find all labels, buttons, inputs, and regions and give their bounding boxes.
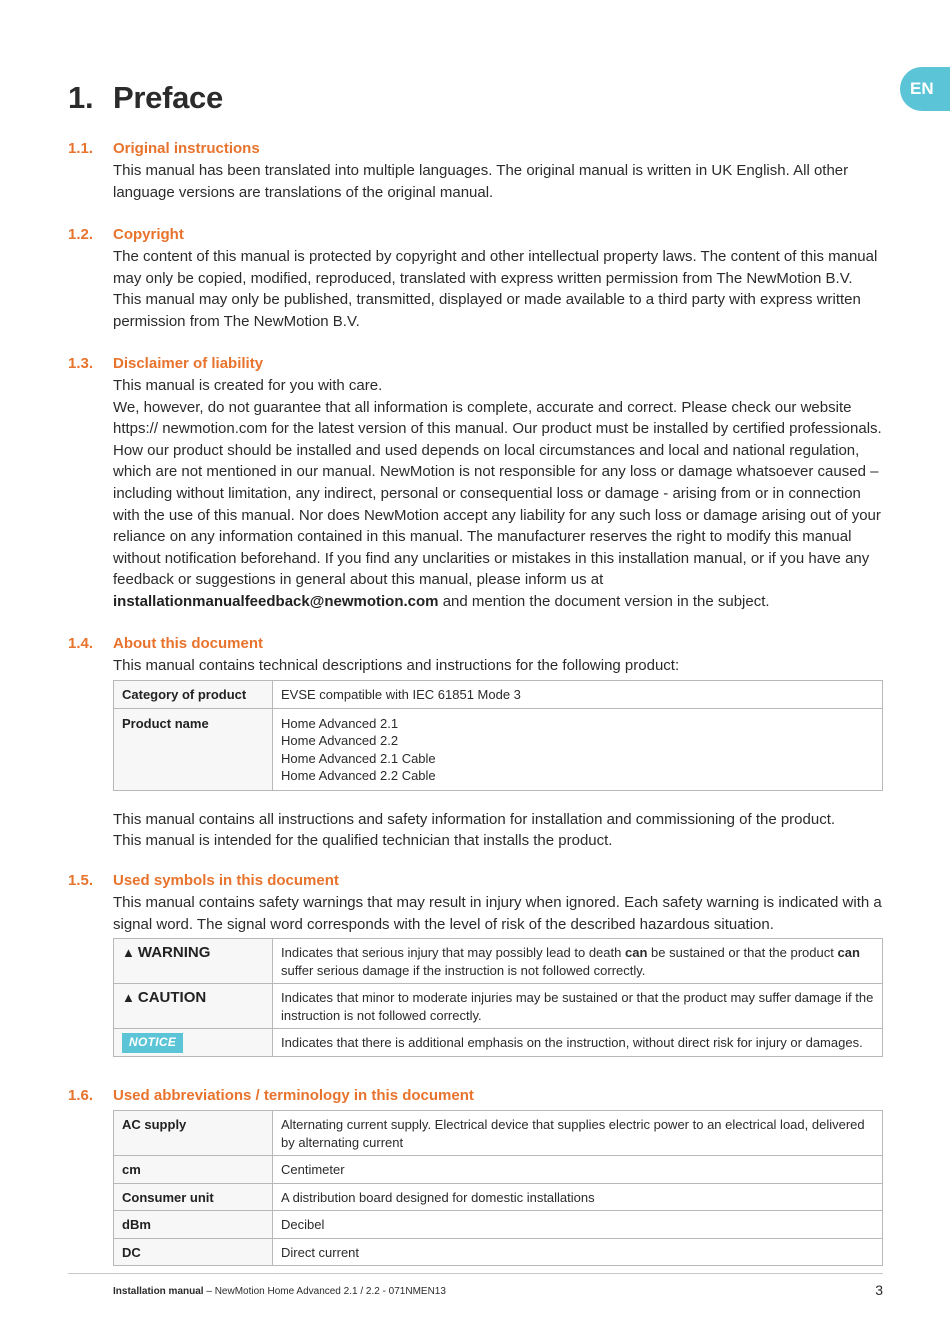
chapter-title-text: Preface [113, 80, 223, 115]
disclaimer-end: and mention the document version in the subject. [442, 592, 770, 610]
disclaimer-text [113, 397, 883, 613]
term: dBm [114, 1211, 273, 1239]
symbols-table [113, 938, 883, 1057]
about-after-2: This manual is intended for the qualified technician that installs the product. [113, 832, 613, 850]
chapter-number: 1. [68, 80, 94, 115]
section-title: Used symbols in this document [113, 872, 339, 889]
warning-triangle-icon: ▲ [122, 990, 135, 1005]
definition: Alternating current supply. Electrical device that supplies electric power to an electrical load, delivered by alternating current [273, 1111, 883, 1156]
section-title: Original instructions [113, 140, 260, 157]
chapter-title [68, 80, 223, 116]
warning-signal [114, 939, 273, 984]
table-key: Category of product [114, 681, 273, 709]
abbreviations-table [113, 1110, 883, 1266]
product-name-item: Home Advanced 2.2 Cable [281, 768, 436, 783]
section-number: 1.6. [68, 1087, 94, 1104]
disclaimer-intro: This manual is created for you with care. [113, 377, 383, 394]
footer-manual-label: Installation manual [113, 1286, 204, 1297]
notice-description: Indicates that there is additional emphasis on the instruction, without direct risk for injury or damages. [273, 1029, 883, 1057]
product-table [113, 680, 883, 791]
warning-triangle-icon: ▲ [122, 945, 135, 960]
warning-text-3: suffer serious damage if the instruction is not followed correctly. [281, 962, 646, 978]
product-name-item: Home Advanced 2.2 [281, 733, 399, 748]
caution-signal [114, 984, 273, 1029]
section-text: This manual has been translated into multiple languages. The original manual is written in UK English. All other language versions are translations of the original manual. [113, 162, 849, 201]
table-value: EVSE compatible with IEC 61851 Mode 3 [273, 681, 883, 709]
table-row [114, 984, 883, 1029]
about-after-1: This manual contains all instructions and safety information for installation and commissioning of the product. [113, 810, 836, 828]
term: DC [114, 1238, 273, 1266]
warning-emphasis-1: can [624, 945, 648, 960]
table-row [114, 1183, 883, 1211]
footer-divider [68, 1273, 883, 1274]
table-value [273, 708, 883, 790]
warning-text-1: Indicates that serious injury that may possibly lead to death [281, 945, 622, 960]
term: cm [114, 1156, 273, 1184]
section-disclaimer [68, 353, 883, 613]
table-row [114, 1211, 883, 1239]
notice-badge: NOTICE [122, 1033, 183, 1053]
warning-text-2: be sustained or that the product [651, 945, 834, 960]
caution-description: Indicates that minor to moderate injuries may be sustained or that the product may suffer damage if the instruction is not followed correctly. [273, 984, 883, 1029]
table-row [114, 1238, 883, 1266]
section-title: Disclaimer of liability [113, 355, 264, 372]
definition: Decibel [273, 1211, 883, 1239]
term: Consumer unit [114, 1183, 273, 1211]
section-title: Copyright [113, 226, 184, 243]
section-number: 1.5. [68, 872, 94, 889]
section-title: Used abbreviations / terminology in this document [113, 1087, 474, 1104]
product-name-item: Home Advanced 2.1 Cable [281, 750, 436, 766]
section-title: About this document [113, 635, 263, 652]
section-about-document [68, 633, 883, 852]
warning-emphasis-2: can [837, 945, 860, 960]
definition: Direct current [273, 1238, 883, 1266]
product-name-item: Home Advanced 2.1 [281, 715, 399, 731]
term: AC supply [114, 1111, 273, 1156]
disclaimer-body: We, however, do not guarantee that all information is complete, accurate and correct. Please check our website https:// newmotion.com for the latest version of this manual. Our product must be installed by certified professionals. How our product should be installed and used depends on local circumstances and local and national regulation, which are not mentioned in our manual. NewMotion is not responsible for any loss or damage whatsoever caused – including without limitation, any indirect, personal or consequential loss or damage - arising from or in connection with the use of this manual. Nor does NewMotion accept any liability for any such loss or damage arising out of your reliance on any information contained in this manual. The manufacturer reserves the right to modify this manual without notification beforehand. If you find any unclarities or mistakes in this installation manual, or if you have any feedback or suggestions in general about this manual, please inform us at [113, 398, 882, 589]
caution-label: CAUTION [137, 989, 207, 1006]
table-row [114, 1029, 883, 1057]
section-number: 1.3. [68, 355, 94, 372]
warning-description [273, 939, 883, 984]
footer-document-id: – NewMotion Home Advanced 2.1 / 2.2 - 071NMEN13 [203, 1286, 446, 1297]
section-number: 1.4. [68, 635, 94, 652]
language-tab: EN [900, 67, 950, 111]
section-text: The content of this manual is protected by copyright and other intellectual property laws. The content of this manual may only be copied, modified, reproduced, translated with express written permission from The NewMotion B.V. This manual may only be published, transmitted, displayed or made available to a third party with express written permission from The NewMotion B.V. [113, 248, 878, 330]
table-key: Product name [114, 708, 273, 790]
definition: A distribution board designed for domestic installations [273, 1183, 883, 1211]
table-row [114, 708, 883, 790]
section-number: 1.1. [68, 140, 94, 157]
warning-label: WARNING [137, 944, 211, 961]
section-copyright [68, 224, 883, 332]
table-row [114, 1156, 883, 1184]
table-row [114, 1111, 883, 1156]
page-number: 3 [875, 1282, 883, 1298]
feedback-email: installationmanualfeedback@newmotion.com [113, 592, 439, 610]
section-original-instructions [68, 138, 883, 203]
footer-text [113, 1286, 446, 1297]
symbols-intro: This manual contains safety warnings that may result in injury when ignored. Each safety warning is indicated with a signal word. The signal word corresponds with the level of risk of the described hazardous situation. [113, 894, 882, 933]
about-intro: This manual contains technical descriptions and instructions for the following product: [113, 657, 680, 674]
section-symbols [68, 870, 883, 1057]
section-abbreviations [68, 1085, 883, 1266]
notice-signal [114, 1029, 273, 1057]
table-row [114, 681, 883, 709]
definition: Centimeter [273, 1156, 883, 1184]
table-row [114, 939, 883, 984]
section-number: 1.2. [68, 226, 94, 243]
